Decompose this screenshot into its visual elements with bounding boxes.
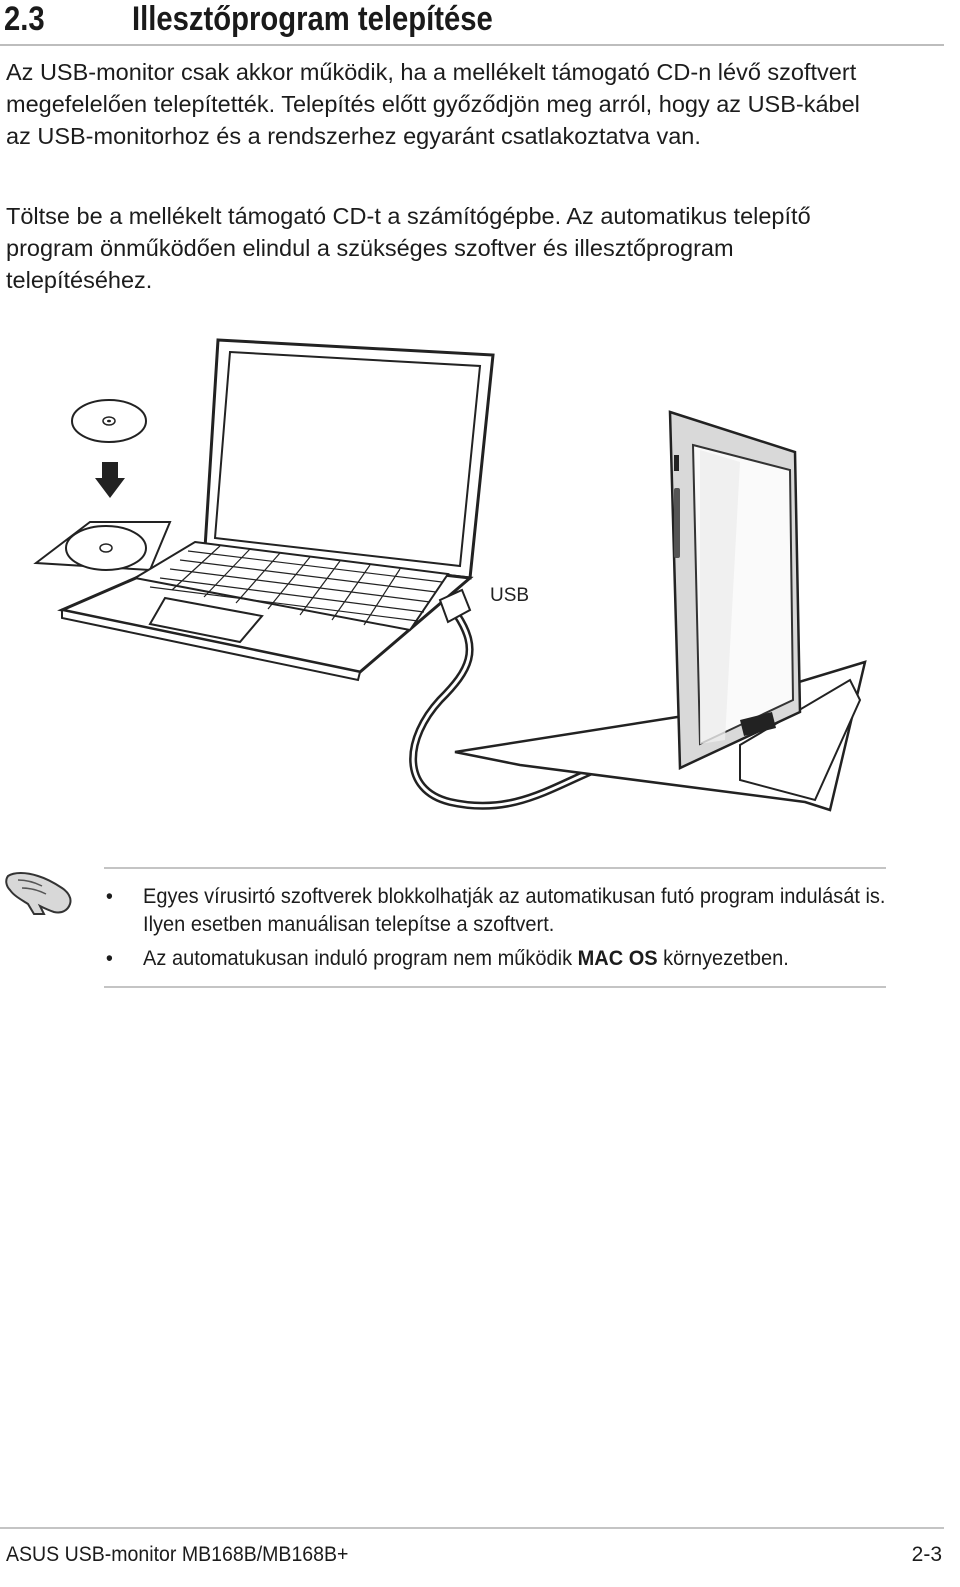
installation-illustration: [0, 330, 960, 830]
bullet: •: [105, 884, 113, 908]
section-title: Illesztőprogram telepítése: [132, 0, 493, 38]
section-heading: [4, 0, 944, 40]
usb-label: USB: [490, 585, 530, 606]
note-bottom-divider: [104, 986, 886, 988]
instruction-paragraph: Töltse be a mellékelt támogató CD-t a számítógépbe. Az automatikus telepítő program önműködően elindul a szükséges szoftver és illesztőprogram telepítéséhez.: [6, 203, 811, 293]
note-text: Egyes vírusirtó szoftverek blokkolhatják az automatikusan futó program indulását is. Ilyen esetben manuálisan telepítse a szoftvert.: [143, 884, 886, 936]
note-top-divider: [104, 867, 886, 869]
footer-divider: [0, 1527, 944, 1529]
insert-arrow-icon: [95, 462, 125, 498]
section-number: 2.3: [4, 0, 45, 38]
heading-divider: [0, 44, 944, 46]
note-list: [104, 882, 886, 972]
intro-paragraph: Az USB-monitor csak akkor működik, ha a mellékelt támogató CD-n lévő szoftvert megefelelően telepítették. Telepítés előtt győződjön meg arról, hogy az USB-kábel az USB-monitorhoz és a rendszerhez egyaránt csatlakoztatva van.: [6, 59, 860, 149]
note-os-name: MAC OS: [577, 946, 658, 970]
note-text-prefix: Az automatukusan induló program nem működik: [143, 946, 578, 970]
note-hand-icon: [4, 866, 74, 918]
laptop-icon: [62, 340, 493, 680]
note-item: [104, 882, 915, 938]
note-text-suffix: környezetben.: [657, 946, 789, 970]
cd-tray-icon: [36, 522, 170, 570]
bullet: •: [105, 946, 113, 970]
usb-monitor-icon: [455, 412, 865, 810]
cd-disc-icon: [72, 400, 146, 442]
footer-product-name: ASUS USB-monitor MB168B/MB168B+: [6, 1543, 349, 1566]
note-item: [104, 944, 915, 972]
page-number: 2-3: [911, 1543, 942, 1566]
